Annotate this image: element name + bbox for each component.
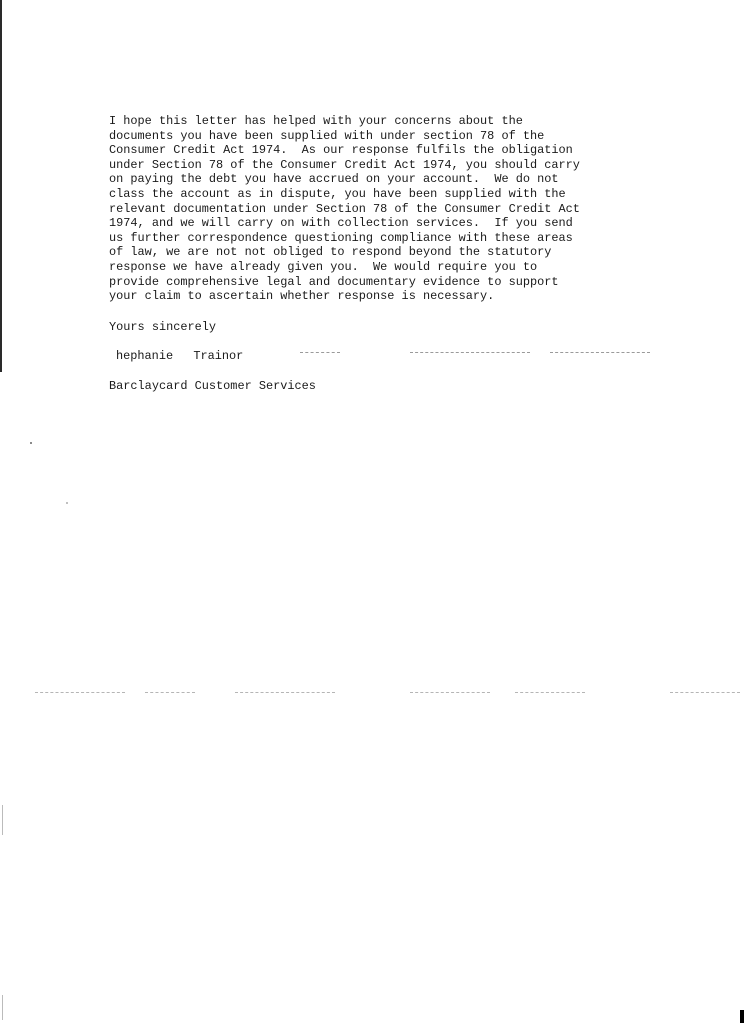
body-line: provide comprehensive legal and documentary evidence to support: [109, 274, 559, 289]
scan-corner-mark: [740, 1010, 744, 1023]
scan-noise-line: [670, 692, 740, 694]
body-line: I hope this letter has helped with your concerns about the: [109, 114, 523, 128]
scan-speck: [66, 502, 68, 504]
scan-noise-line: [145, 692, 195, 694]
scan-edge-mark: [0, 0, 2, 372]
body-line: class the account as in dispute, you have been supplied with the: [109, 186, 566, 201]
signatory-name: hephanie Trainor: [116, 349, 244, 363]
letter-closing: Yours sincerely: [109, 320, 217, 334]
scan-speck: [2, 805, 3, 835]
scan-noise-line: [235, 692, 335, 694]
body-line: relevant documentation under Section 78 of the Consumer Credit Act: [109, 201, 580, 216]
scan-speck: [2, 995, 3, 1020]
body-line: Consumer Credit Act 1974. As our response fulfils the obligation: [109, 143, 573, 158]
body-line: under Section 78 of the Consumer Credit Act 1974, you should carry: [109, 157, 580, 172]
scan-speck: [30, 442, 32, 444]
body-line: 1974, and we will carry on with collection services. If you send: [109, 216, 573, 231]
scan-noise-line: [300, 352, 340, 354]
body-line: your claim to ascertain whether response is necessary.: [109, 289, 495, 304]
scan-noise-line: [550, 352, 650, 354]
scan-noise-line: [35, 692, 125, 694]
body-line: us further correspondence questioning compliance with these areas: [109, 230, 573, 245]
body-line: documents you have been supplied with under section 78 of the: [109, 128, 545, 143]
scan-noise-line: [515, 692, 585, 694]
sender-department: Barclaycard Customer Services: [109, 379, 316, 393]
scan-noise-line: [410, 352, 530, 354]
scan-noise-line: [410, 692, 490, 694]
body-line: on paying the debt you have accrued on your account. We do not: [109, 172, 559, 187]
letter-body: [109, 114, 609, 304]
body-line: response we have already given you. We would require you to: [109, 259, 538, 274]
body-line: of law, we are not not obliged to respond beyond the statutory: [109, 245, 552, 260]
